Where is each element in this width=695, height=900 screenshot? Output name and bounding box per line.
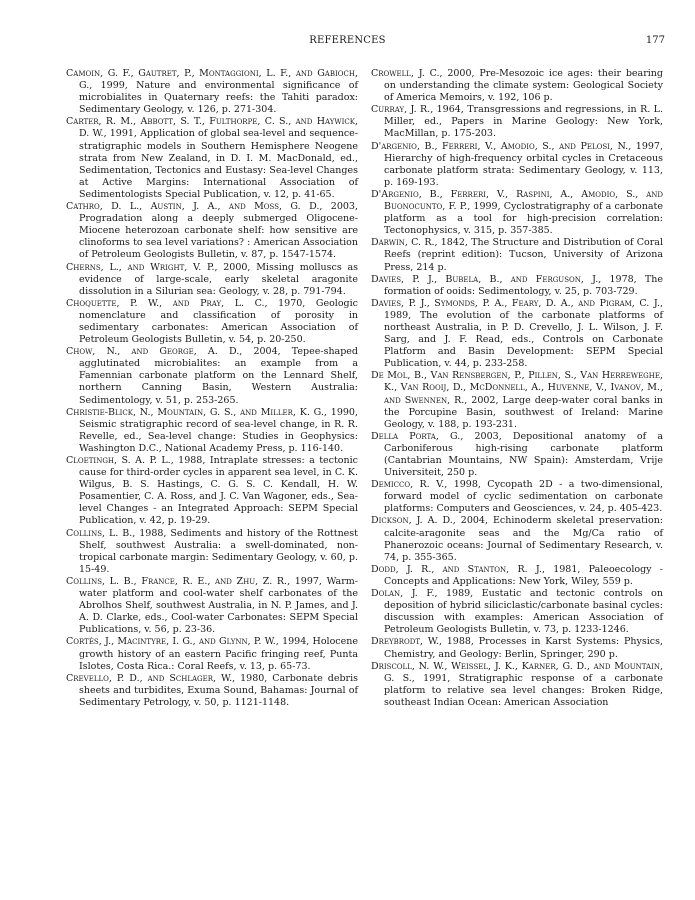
reference-authors: Driscoll, N. W., Weissel, J. K., Karner, G. D., and Mountain, G. S., bbox=[371, 660, 663, 684]
reference-authors: Dickson, J. A. D., bbox=[371, 515, 456, 527]
reference-authors: Cloetingh, S. A. P. L., bbox=[66, 455, 174, 466]
reference-entry bbox=[66, 673, 358, 709]
reference-authors: Chow, N., and George, A. D., bbox=[66, 346, 243, 358]
reference-text: 1998, Cycopath 2D - a two-dimensional, forward model of cyclic sedimentation on carbonate platforms: Computers and Geosciences, v. 24, p. 405-423. bbox=[384, 479, 663, 515]
reference-authors: Cherns, L., and Wright, V. P., bbox=[66, 261, 218, 273]
reference-text: 1989, Eustatic and tectonic controls on deposition of hybrid siliciclastic/carbonate basinal cycles: discussion with examples: American Association of Petroleum Geologists Bulletin, v. 73, p. 1233-1246. bbox=[384, 588, 663, 636]
reference-authors: Choquette, P. W., and Pray, L. C., bbox=[66, 297, 268, 309]
reference-entry bbox=[371, 636, 663, 660]
left-column bbox=[66, 68, 358, 709]
reference-text: 2000, Missing molluscs as evidence of large-scale, early skeletal aragonite dissolution in a Silurian sea: Geology, v. 28, p. 791-794. bbox=[79, 261, 358, 297]
reference-authors: Carter, R. M., Abbott, S. T., Fulthorpe, C. S., and Haywick, D. W., bbox=[66, 116, 358, 140]
reference-entry bbox=[371, 515, 663, 563]
reference-authors: Davies, P. J., Bubela, B., and Ferguson, J., bbox=[371, 273, 602, 285]
reference-text: 1989, The evolution of the carbonate platforms of northeast Australia, in P. D. Crevello, J. L. Wilson, J. F. Sarg, and J. F. Read, eds., Controls on Carbonate Platform and Basin Development: SEPM Special Publication, v. 44, p. 233-258. bbox=[384, 309, 663, 370]
reference-text: 1988, Sediments and history of the Rottnest Shelf, southwest Australia: a swell-dominated, non-tropical carbonate margin: Sedimentary Geology, v. 60, p. 15-49. bbox=[79, 527, 358, 575]
reference-entry bbox=[371, 298, 663, 371]
reference-text: 2003, Depositional anatomy of a Carboniferous high-rising carbonate platform (Cantabrian Mountains, NW Spain): Amsterdam, Vrije Universiteit, 250 p. bbox=[384, 430, 663, 479]
reference-entry bbox=[66, 201, 358, 261]
reference-text: 1988, Intraplate stresses: a tectonic cause for third-order cycles in apparent sea level, in C. K. Wilgus, B. S. Hastings, C. G. S. C. Kendall, H. W. Posamentier, C. A. Ross, and J. C. Van Wagoner, eds., Sea-level Changes - an Integrated Approach: SEPM Special Publication, v. 42, p. 19-29. bbox=[79, 455, 359, 527]
reference-authors: Dreybrodt, W., bbox=[371, 636, 442, 648]
reference-text: 1842, The Structure and Distribution of Coral Reefs (reprint edition): Tucson, University of Arizona Press, 214 p. bbox=[384, 237, 663, 273]
reference-text: 1991, Stratigraphic response of a carbonate platform to relative sea level changes: Broken Ridge, southeast Indian Ocean: American Association bbox=[384, 672, 664, 708]
reference-text: 2004, Tepee-shaped agglutinated microbialites: an example from a Famennian carbonate platform on the Lennard Shelf, northern Canning Basin, Western Australia: Sedimentology, v. 51, p. 253-265. bbox=[79, 346, 359, 406]
page-number: 177 bbox=[645, 35, 665, 46]
reference-authors: Demicco, R. V., bbox=[371, 479, 448, 491]
reference-authors: D'argenio, B., Ferreri, V., Amodio, S., and Pelosi, N., bbox=[371, 140, 632, 152]
reference-text: 1988, Processes in Karst Systems: Physics, Chemistry, and Geology: Berlin, Springer, 290 p. bbox=[384, 636, 663, 660]
reference-text: 1964, Transgressions and regressions, in R. L. Miller, ed., Papers in Marine Geology: New York, MacMillan, p. 175-203. bbox=[384, 104, 663, 140]
reference-entry bbox=[371, 237, 663, 273]
reference-entry bbox=[66, 407, 358, 455]
reference-entry bbox=[371, 479, 663, 515]
reference-authors: De Mol, B., Van Rensbergen, P., Pillen, S., Van Herreweghe, K., Van Rooij, D., McDonnell, A., Huvenne, V., Ivanov, M., and Swennen, R., bbox=[371, 370, 663, 406]
reference-authors: Collins, L. B., bbox=[66, 527, 136, 539]
running-title: REFERENCES bbox=[309, 35, 386, 46]
reference-authors: Curray, J. R., bbox=[371, 104, 434, 116]
reference-authors: Collins, L. B., France, R. E., and Zhu, Z. R., bbox=[66, 575, 291, 587]
reference-entry bbox=[66, 636, 358, 672]
reference-authors: Christie-Blick, N., Mountain, G. S., and Miller, K. G., bbox=[66, 406, 327, 418]
reference-entry bbox=[66, 116, 358, 201]
reference-authors: Della Porta, G., bbox=[371, 430, 464, 442]
reference-authors: Dodd, J. R., and Stanton, R. J., bbox=[371, 563, 545, 575]
reference-authors: Darwin, C. R., bbox=[371, 237, 438, 249]
reference-entry bbox=[66, 455, 358, 528]
reference-authors: Dolan, J. F., bbox=[371, 588, 438, 600]
reference-text: 1980, Carbonate debris sheets and turbidites, Exuma Sound, Bahamas: Journal of Sedimentary Petrology, v. 50, p. 1121-1148. bbox=[79, 672, 358, 708]
reference-text: 1999, Nature and environmental significance of microbialites in Quaternary reefs: the Tahiti paradox: Sedimentary Geology, v. 126, p. 271-304. bbox=[79, 80, 358, 116]
reference-entry bbox=[66, 298, 358, 346]
reference-text: 2003, Progradation along a deeply submerged Oligocene-Miocene heterozoan carbonate shelf: how sensitive are clinoforms to sea level variations? : American Association of Petroleum Geologists Bulletin, v. 87, p. 1547-1574. bbox=[79, 201, 358, 261]
reference-text: 1994, Holocene growth history of an eastern Pacific fringing reef, Punta Islotes, Costa Rica.: Coral Reefs, v. 13, p. 65-73. bbox=[79, 636, 358, 672]
reference-text: 1970, Geologic nomenclature and classification of porosity in sedimentary carbonates: American Association of Petroleum Geologists Bulletin, v. 54, p. 20-250. bbox=[79, 297, 358, 346]
reference-entry bbox=[371, 104, 663, 140]
reference-entry bbox=[371, 588, 663, 636]
reference-text: 2000, Pre-Mesozoic ice ages: their bearing on understanding the climate system: Geological Society of America Memoirs, v. 192, 106 p. bbox=[384, 68, 663, 104]
reference-entry bbox=[66, 528, 358, 576]
reference-text: 1990, Seismic stratigraphic record of sea-level change, in R. R. Revelle, ed., Sea-level change: Studies in Geophysics: Washington D.C., National Academy Press, p. 116-140. bbox=[79, 406, 358, 454]
reference-authors: Cathro, D. L., Austin, J. A., and Moss, G. D., bbox=[66, 201, 323, 213]
reference-entry bbox=[371, 141, 663, 189]
reference-entry bbox=[371, 68, 663, 104]
reference-authors: Cortés, J., Macintyre, I. G., and Glynn, P. W., bbox=[66, 636, 279, 648]
reference-authors: Crevello, P. D., and Schlager, W., bbox=[66, 672, 236, 684]
reference-authors: Camoin, G. F., Gautret, P., Montaggioni, L. F., and Gabioch, G., bbox=[66, 68, 358, 92]
reference-entry bbox=[66, 346, 358, 406]
reference-text: 1997, Warm-water platform and cool-water shelf carbonates of the Abrolhos Shelf, southwest Australia, in N. P. James, and J. A. D. Clarke, eds., Cool-water Carbonates: SEPM Special Publications, v. 56, p. 23-36. bbox=[79, 575, 358, 636]
reference-text: 2002, Large deep-water coral banks in the Porcupine Basin, southwest of Ireland: Marine Geology, v. 188, p. 193-231. bbox=[384, 394, 663, 430]
reference-text: 1997, Hierarchy of high-frequency orbital cycles in Cretaceous carbonate platform strata: Sedimentary Geology, v. 113, p. 169-193. bbox=[384, 140, 663, 188]
reference-entry bbox=[66, 68, 358, 116]
reference-entry bbox=[371, 189, 663, 237]
reference-authors: Davies, P. J., Symonds, P. A., Feary, D. A., and Pigram, C. J., bbox=[371, 297, 663, 309]
reference-text: 2004, Echinoderm skeletal preservation: calcite-aragonite seas and the Mg/Ca ratio of Phanerozoic oceans: Journal of Sedimentary Research, v. 74, p. 355-365. bbox=[384, 515, 664, 563]
reference-text: 1978, The formation of ooids: Sedimentology, v. 25, p. 703-729. bbox=[384, 273, 663, 297]
reference-entry bbox=[371, 564, 663, 588]
reference-entry bbox=[371, 661, 663, 709]
reference-entry bbox=[66, 262, 358, 298]
reference-text: 1991, Application of global sea-level and sequence-stratigraphic models in Southern Hemisphere Neogene strata from New Zealand, in D. I. M. MacDonald, ed., Sedimentation, Tectonics and Eustasy: Sea-level Changes at Active Margins: International Association of Sedimentologists Special Publication, v. 12, p. 41-65. bbox=[79, 128, 358, 200]
page-header bbox=[0, 35, 695, 49]
reference-authors: D'Argenio, B., Ferreri, V., Raspini, A., Amodio, S., and Buonocunto, F. P., bbox=[371, 188, 663, 213]
reference-authors: Crowell, J. C., bbox=[371, 68, 443, 79]
reference-entry bbox=[371, 274, 663, 298]
reference-text: 1981, Paleoecology - Concepts and Applications: New York, Wiley, 559 p. bbox=[384, 563, 663, 587]
right-column bbox=[371, 68, 663, 709]
reference-text: 1999, Cyclostratigraphy of a carbonate platform as a tool for high-precision correlation: Tectonophysics, v. 315, p. 357-385. bbox=[384, 201, 663, 237]
reference-entry bbox=[371, 431, 663, 479]
reference-entry bbox=[66, 576, 358, 636]
reference-entry bbox=[371, 370, 663, 430]
